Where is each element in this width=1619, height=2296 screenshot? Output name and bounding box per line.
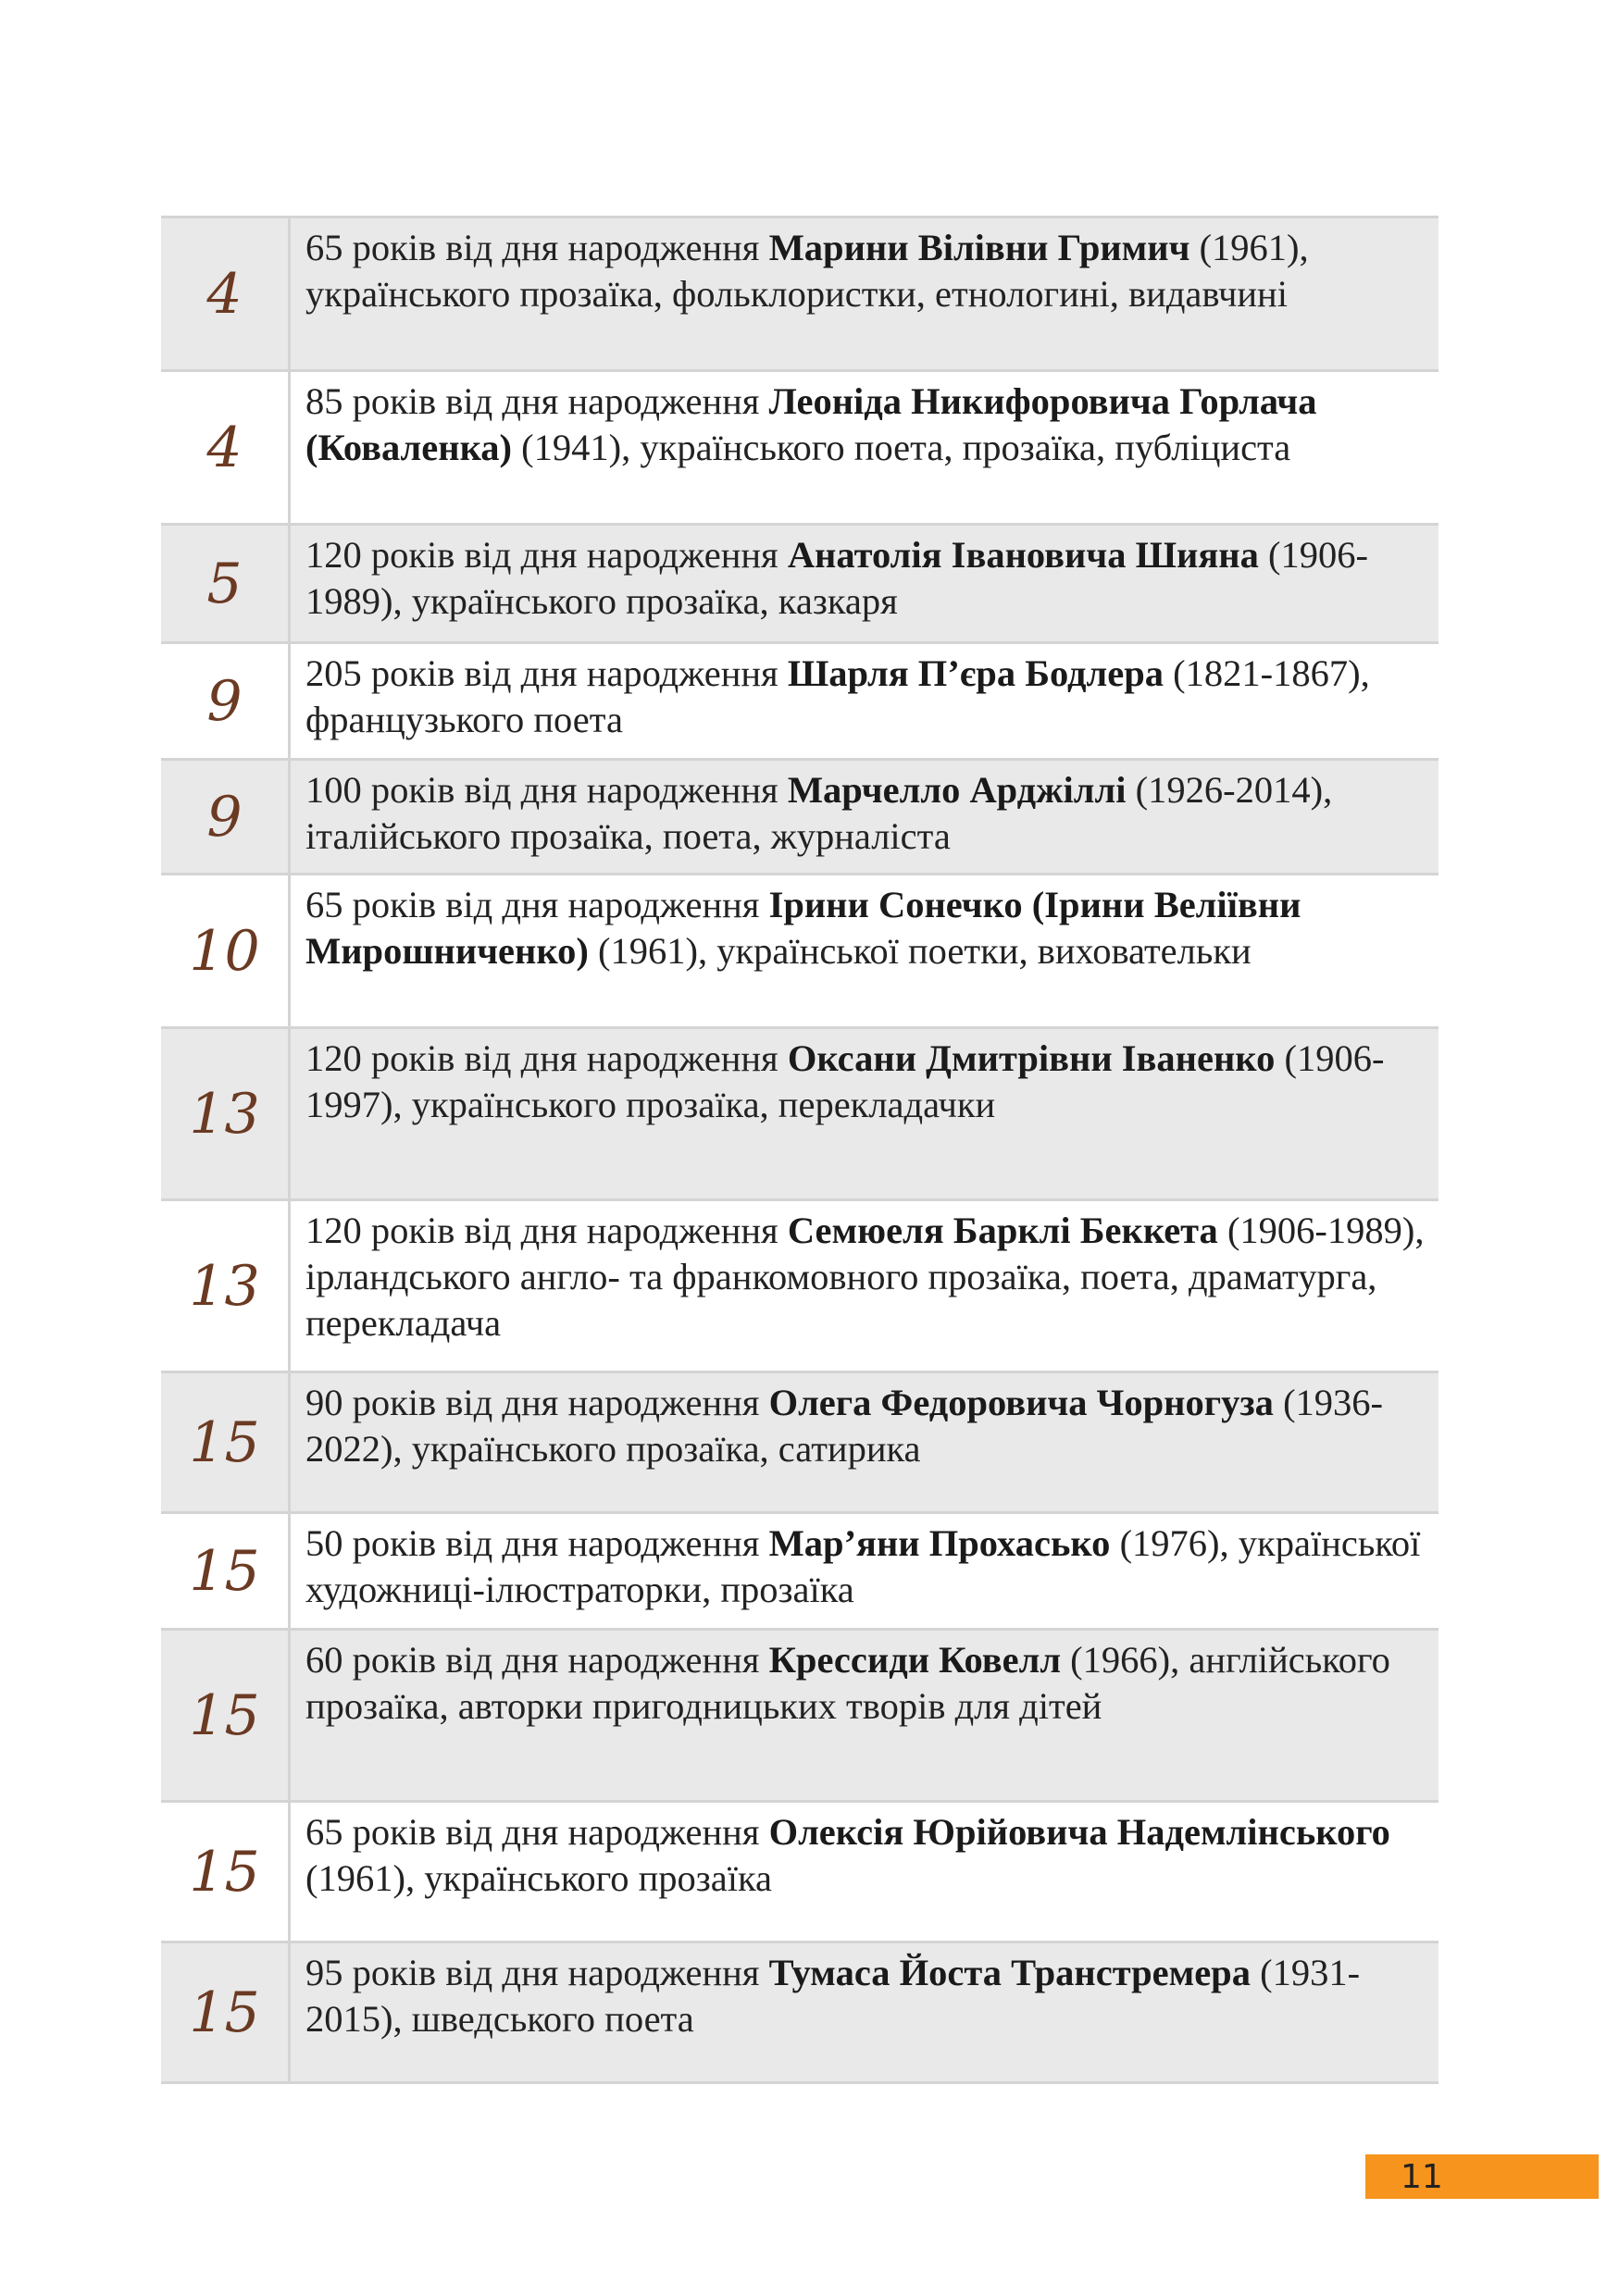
entry-details: (1906-1989), ірландського англо- та франкомовного прозаїка, поета, драматурга, перекладача [305,1210,1425,1344]
table-row [161,1029,1438,1201]
entry-prefix: 65 років від дня народження [305,1811,769,1853]
entry-prefix: 120 років від дня народження [305,1037,788,1079]
day-number: 15 [161,1803,291,1941]
entry-prefix: 65 років від дня народження [305,884,769,925]
day-number: 15 [161,1514,291,1628]
day-number: 9 [161,644,291,758]
entry-prefix: 50 років від дня народження [305,1522,769,1564]
day-number: 4 [161,372,291,523]
table-row [161,218,1438,372]
entry-prefix: 90 років від дня народження [305,1382,769,1423]
table-row [161,1631,1438,1803]
table-row [161,1803,1438,1943]
person-name: Крессиди Ковелл [768,1639,1062,1681]
person-name: Шарля П’єра Бодлера [787,652,1164,694]
person-name: Олега Федоровича Чорногуза [768,1382,1274,1423]
entry-description [291,1631,1438,1800]
entry-description [291,1943,1438,2081]
entry-details: (1926-2014), італійського прозаїка, поета, журналіста [305,769,1333,857]
person-name: Оксани Дмитрівни Іваненко [787,1037,1276,1079]
entry-prefix: 100 років від дня народження [305,769,788,811]
day-number: 15 [161,1373,291,1511]
entry-description [291,761,1438,873]
entry-details: (1821-1867), французького поета [305,652,1370,740]
entry-prefix: 65 років від дня народження [305,227,769,268]
entry-description [291,644,1438,758]
person-name: Леоніда Никифоровича Горлача (Коваленка) [305,380,1317,468]
entry-prefix: 95 років від дня народження [305,1952,769,1993]
entry-description [291,218,1438,369]
entry-description [291,1803,1438,1941]
anniversary-table [161,216,1438,2084]
person-name: Семюеля Барклі Беккета [787,1210,1218,1251]
day-number: 5 [161,526,291,641]
table-row [161,875,1438,1029]
table-row [161,1943,1438,2084]
table-row [161,761,1438,875]
entry-prefix: 120 років від дня народження [305,1210,788,1251]
entry-prefix: 60 років від дня народження [305,1639,769,1681]
day-number: 13 [161,1029,291,1198]
person-name: Олексія Юрійовича Надемлінського [768,1811,1390,1853]
person-name: Ірини Сонечко (Ірини Веліївни Мирошниченко) [305,884,1301,972]
table-row [161,1201,1438,1373]
person-name: Тумаса Йоста Транстремера [768,1952,1251,1993]
entry-details: (1966), англійського прозаїка, авторки пригодницьких творів для дітей [305,1639,1390,1727]
table-row [161,644,1438,761]
entry-description [291,1029,1438,1198]
person-name: Марини Вілівни Гримич [768,227,1190,268]
day-number: 10 [161,875,291,1026]
day-number: 15 [161,1631,291,1800]
entry-description [291,526,1438,641]
table-row [161,372,1438,526]
entry-details: (1941), українського поета, прозаїка, публіциста [512,427,1291,468]
entry-description [291,1373,1438,1511]
person-name: Мар’яни Прохасько [768,1522,1111,1564]
entry-details: (1931-2015), шведського поета [305,1952,1361,2040]
day-number: 4 [161,218,291,369]
entry-details: (1961), українського прозаїка [305,1857,773,1899]
page-number: 11 [1365,2154,1599,2199]
day-number: 9 [161,761,291,873]
entry-description [291,1514,1438,1628]
day-number: 15 [161,1943,291,2081]
entry-prefix: 205 років від дня народження [305,652,788,694]
entry-details: (1936-2022), українського прозаїка, сатирика [305,1382,1384,1470]
entry-details: (1906-1997), українського прозаїка, перекладачки [305,1037,1385,1125]
entry-description [291,1201,1438,1371]
entry-details: (1961), української поетки, виховательки [588,930,1252,972]
entry-prefix: 120 років від дня народження [305,534,788,576]
day-number: 13 [161,1201,291,1371]
entry-description [291,875,1438,1026]
person-name: Анатолія Івановича Шияна [787,534,1259,576]
entry-description [291,372,1438,523]
table-row [161,526,1438,644]
table-row [161,1373,1438,1514]
entry-details: (1961), українського прозаїка, фольклористки, етнологині, видавчині [305,227,1309,315]
table-row [161,1514,1438,1631]
entry-prefix: 85 років від дня народження [305,380,769,422]
person-name: Марчелло Арджіллі [787,769,1127,811]
entry-details: (1906-1989), українського прозаїка, казкаря [305,534,1368,622]
entry-details: (1976), української художниці-ілюстраторки, прозаїка [305,1522,1421,1610]
